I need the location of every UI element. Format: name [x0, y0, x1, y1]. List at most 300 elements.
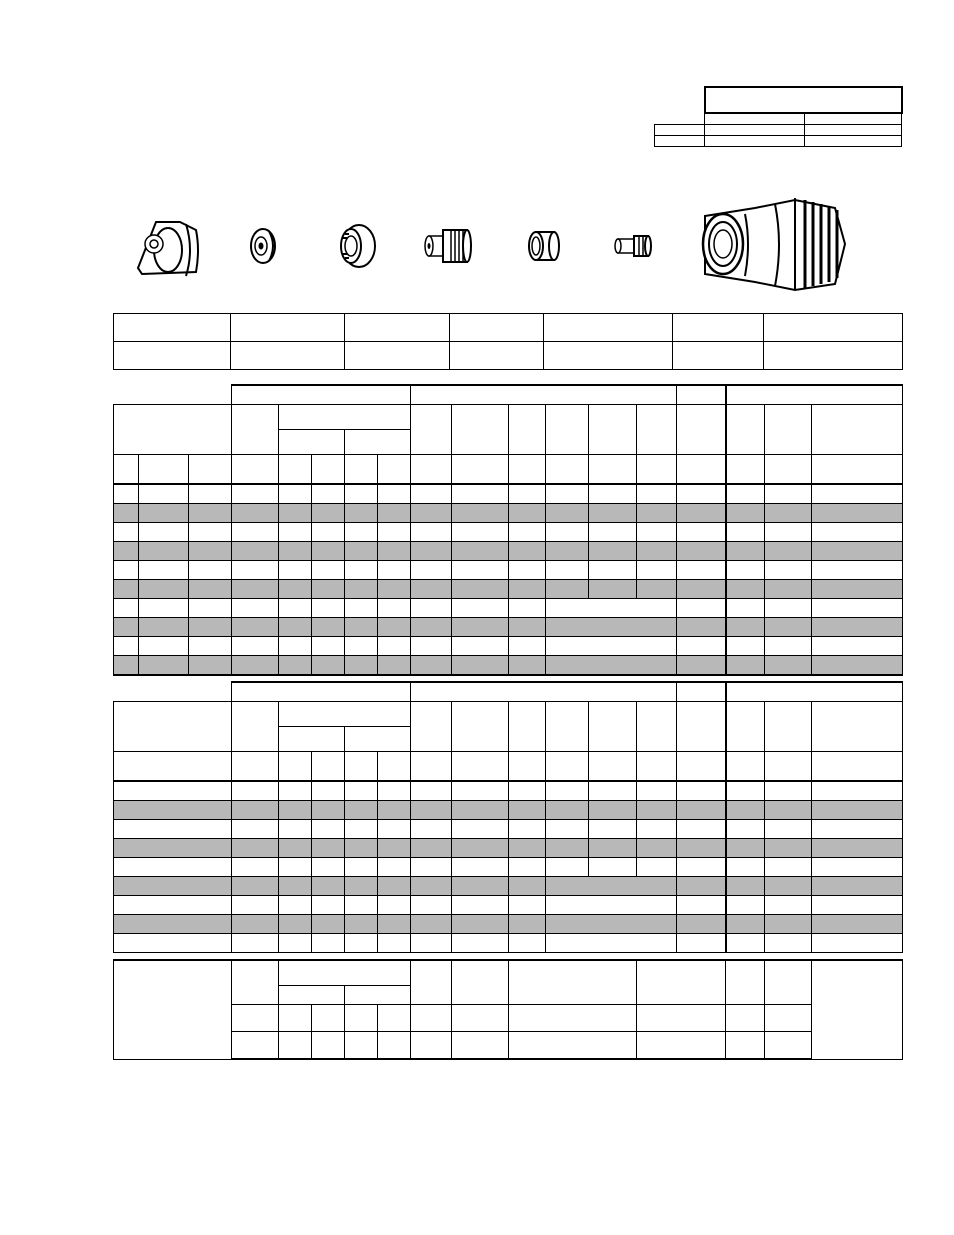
- table-cell: [378, 599, 411, 618]
- table-cell: [378, 561, 411, 580]
- table-cell: [114, 314, 231, 342]
- table-cell: [812, 896, 903, 915]
- table-cell: [765, 801, 812, 820]
- electrode-icon: [615, 236, 651, 256]
- table-cell: [139, 504, 189, 523]
- table-cell: [452, 801, 509, 820]
- table-cell: [312, 1032, 345, 1060]
- table-cell: [189, 580, 232, 599]
- table-cell: [589, 820, 637, 839]
- table-cell: [509, 839, 546, 858]
- table-cell: [279, 618, 312, 637]
- table-cell: [232, 781, 279, 801]
- table-cell: [232, 1005, 279, 1032]
- table-cell: [677, 915, 726, 934]
- table-cell: [411, 839, 452, 858]
- table-cell: [411, 385, 677, 405]
- table-cell: [452, 858, 509, 877]
- table-cell: [544, 314, 673, 342]
- table-cell: [452, 405, 509, 455]
- table-cell: [232, 405, 279, 455]
- table-cell: [411, 702, 452, 752]
- table-cell: [231, 314, 345, 342]
- table-cell: [765, 405, 812, 455]
- table-cell: [677, 896, 726, 915]
- table-cell: [114, 858, 232, 877]
- table-cell: [345, 877, 378, 896]
- table-cell: [232, 599, 279, 618]
- table-cell: [345, 504, 378, 523]
- table-cell: [726, 599, 765, 618]
- table-cell: [189, 455, 232, 485]
- table-cell: [677, 599, 726, 618]
- table-cell: [378, 839, 411, 858]
- table-cell: [677, 858, 726, 877]
- table-cell: [637, 405, 677, 455]
- torch-body-icon: [703, 198, 845, 290]
- table-cell: [345, 858, 378, 877]
- table-cell: [378, 580, 411, 599]
- table-cell: [139, 523, 189, 542]
- table-cell: [312, 839, 345, 858]
- table-cell: [345, 752, 378, 782]
- table-cell: [589, 484, 637, 504]
- table-cell: [765, 820, 812, 839]
- table-cell: [450, 342, 544, 370]
- table-cell: [114, 752, 232, 782]
- table-cell: [637, 1005, 726, 1032]
- table-cell: [114, 637, 139, 656]
- table-cell: [189, 542, 232, 561]
- table-cell: [637, 561, 677, 580]
- table-cell: [812, 599, 903, 618]
- table-cell: [114, 915, 232, 934]
- swirl-ring-icon: [529, 232, 559, 260]
- table-cell: [231, 342, 345, 370]
- table-cell: [139, 599, 189, 618]
- table-cell: [812, 752, 903, 782]
- table-cell: [378, 523, 411, 542]
- table-cell: [637, 781, 677, 801]
- table-cell: [726, 915, 765, 934]
- table-cell: [312, 484, 345, 504]
- table-cell: [279, 702, 411, 727]
- table-cell: [232, 858, 279, 877]
- table-cell: [189, 484, 232, 504]
- table-cell: [765, 455, 812, 485]
- table-cell: [279, 934, 312, 953]
- pierce-table: [113, 959, 903, 1060]
- table-cell: [546, 801, 589, 820]
- table-cell: [509, 801, 546, 820]
- table-cell: [589, 504, 637, 523]
- table-cell: [312, 801, 345, 820]
- table-cell: [726, 896, 765, 915]
- table-cell: [812, 781, 903, 801]
- table-cell: [637, 820, 677, 839]
- table-cell: [312, 504, 345, 523]
- table-cell: [312, 455, 345, 485]
- table-cell: [452, 934, 509, 953]
- table-cell: [726, 1005, 765, 1032]
- table-cell: [411, 960, 452, 1005]
- table-cell: [509, 561, 546, 580]
- table-cell: [114, 781, 232, 801]
- table-cell: [139, 455, 189, 485]
- table-cell: [378, 618, 411, 637]
- table-cell: [345, 342, 450, 370]
- table-cell: [452, 820, 509, 839]
- table-cell: [812, 656, 903, 676]
- table-cell: [378, 877, 411, 896]
- table-cell: [726, 656, 765, 676]
- table-cell: [279, 752, 312, 782]
- table-cell: [637, 702, 677, 752]
- table-cell: [655, 113, 705, 125]
- table-cell: [345, 1005, 378, 1032]
- table-cell: [546, 702, 589, 752]
- table-cell: [726, 820, 765, 839]
- table-cell: [509, 934, 546, 953]
- table-cell: [378, 637, 411, 656]
- table-cell: [232, 523, 279, 542]
- table-cell: [812, 504, 903, 523]
- table-cell: [509, 915, 546, 934]
- table-cell: [765, 839, 812, 858]
- table-cell: [637, 960, 726, 1005]
- table-cell: [189, 523, 232, 542]
- table-cell: [345, 896, 378, 915]
- table-cell: [726, 561, 765, 580]
- table-cell: [812, 915, 903, 934]
- table-cell: [232, 896, 279, 915]
- table-cell: [677, 702, 726, 752]
- table-cell: [114, 801, 232, 820]
- table-cell: [452, 702, 509, 752]
- table-cell: [114, 561, 139, 580]
- table-cell: [378, 542, 411, 561]
- table-cell: [812, 484, 903, 504]
- table-cell: [812, 637, 903, 656]
- table-cell: [114, 960, 232, 1059]
- table-cell: [637, 523, 677, 542]
- table-cell: [509, 1005, 637, 1032]
- table-cell: [812, 801, 903, 820]
- table-cell: [726, 801, 765, 820]
- table-cell: [312, 523, 345, 542]
- table-cell: [726, 484, 765, 504]
- table-cell: [677, 504, 726, 523]
- table-cell: [589, 561, 637, 580]
- table-cell: [279, 523, 312, 542]
- table-cell: [345, 542, 378, 561]
- table-cell: [411, 896, 452, 915]
- table-cell: [805, 113, 902, 125]
- table-cell: [765, 561, 812, 580]
- table-cell: [279, 561, 312, 580]
- table-cell: [765, 934, 812, 953]
- table-cell: [452, 960, 509, 1005]
- table-cell: [232, 504, 279, 523]
- table-cell: [279, 599, 312, 618]
- table-cell: [279, 986, 345, 1005]
- table-cell: [279, 877, 312, 896]
- table-cell: [411, 484, 452, 504]
- shield-cap-icon: [138, 222, 198, 276]
- table-cell: [509, 656, 546, 676]
- table-cell: [637, 858, 677, 877]
- table-cell: [345, 561, 378, 580]
- table-cell: [812, 542, 903, 561]
- table-cell: [312, 599, 345, 618]
- table-cell: [726, 858, 765, 877]
- table-cell: [546, 405, 589, 455]
- table-cell: [452, 781, 509, 801]
- table-cell: [452, 896, 509, 915]
- table-cell: [189, 561, 232, 580]
- table-cell: [509, 896, 546, 915]
- table-cell: [765, 523, 812, 542]
- table-cell: [677, 656, 726, 676]
- table-cell: [677, 752, 726, 782]
- table-cell: [114, 455, 139, 485]
- table-cell: [764, 342, 903, 370]
- table-cell: [765, 702, 812, 752]
- table-cell: [378, 1032, 411, 1060]
- table-cell: [189, 599, 232, 618]
- table-cell: [411, 801, 452, 820]
- table-cell: [509, 580, 546, 599]
- table-cell: [114, 385, 232, 405]
- table-cell: [812, 839, 903, 858]
- table-cell: [655, 125, 705, 136]
- table-cell: [232, 618, 279, 637]
- table-cell: [764, 314, 903, 342]
- table-cell: [114, 702, 232, 752]
- table-cell: [546, 618, 677, 637]
- table-cell: [114, 342, 231, 370]
- table-cell: [452, 877, 509, 896]
- table-cell: [378, 820, 411, 839]
- table-cell: [452, 656, 509, 676]
- table-cell: [812, 960, 903, 1059]
- table-cell: [411, 504, 452, 523]
- table-cell: [637, 839, 677, 858]
- table-cell: [232, 702, 279, 752]
- table-cell: [378, 858, 411, 877]
- table-cell: [677, 580, 726, 599]
- table-cell: [637, 484, 677, 504]
- table-cell: [279, 637, 312, 656]
- table-cell: [812, 561, 903, 580]
- table-cell: [637, 542, 677, 561]
- table-cell: [546, 915, 677, 934]
- table-cell: [726, 580, 765, 599]
- table-cell: [589, 801, 637, 820]
- table-cell: [726, 877, 765, 896]
- table-cell: [765, 599, 812, 618]
- table-cell: [765, 752, 812, 782]
- table-cell: [279, 656, 312, 676]
- table-cell: [546, 599, 677, 618]
- table-cell: [411, 858, 452, 877]
- table-cell: [726, 455, 765, 485]
- table-cell: [312, 752, 345, 782]
- table-cell: [677, 637, 726, 656]
- table-cell: [705, 125, 805, 136]
- table-cell: [345, 580, 378, 599]
- table-cell: [452, 504, 509, 523]
- table-cell: [673, 342, 764, 370]
- table-cell: [765, 484, 812, 504]
- table-cell: [452, 915, 509, 934]
- table-cell: [726, 385, 903, 405]
- table-cell: [509, 702, 546, 752]
- table-cell: [726, 752, 765, 782]
- table-cell: [546, 656, 677, 676]
- table-cell: [345, 455, 378, 485]
- table-cell: [546, 542, 589, 561]
- table-cell: [726, 504, 765, 523]
- table-cell: [411, 820, 452, 839]
- table-cell: [509, 1032, 637, 1060]
- table-cell: [345, 934, 378, 953]
- table-cell: [232, 455, 279, 485]
- table-cell: [345, 801, 378, 820]
- table-cell: [232, 839, 279, 858]
- table-cell: [452, 599, 509, 618]
- table-cell: [452, 542, 509, 561]
- table-cell: [279, 915, 312, 934]
- table-cell: [312, 858, 345, 877]
- table-cell: [411, 752, 452, 782]
- table-cell: [232, 960, 279, 1005]
- table-cell: [452, 580, 509, 599]
- table-cell: [312, 580, 345, 599]
- table-cell: [279, 484, 312, 504]
- table-cell: [546, 820, 589, 839]
- table-cell: [279, 727, 345, 752]
- table-cell: [312, 656, 345, 676]
- table-cell: [546, 455, 589, 485]
- table-cell: [452, 752, 509, 782]
- table-cell: [637, 801, 677, 820]
- table-cell: [345, 484, 378, 504]
- table-cell: [114, 580, 139, 599]
- table-cell: [509, 960, 637, 1005]
- table-cell: [726, 523, 765, 542]
- table-cell: [114, 934, 232, 953]
- table-cell: [378, 484, 411, 504]
- table-cell: [411, 915, 452, 934]
- cut-chart-metric: [113, 384, 903, 676]
- table-cell: [637, 752, 677, 782]
- table-cell: [765, 618, 812, 637]
- table-cell: [378, 455, 411, 485]
- table-cell: [114, 839, 232, 858]
- consumable-parts-illustration: [0, 190, 954, 300]
- table-cell: [765, 960, 812, 1005]
- table-cell: [655, 136, 705, 147]
- table-cell: [312, 915, 345, 934]
- table-cell: [411, 618, 452, 637]
- table-cell: [765, 915, 812, 934]
- table-cell: [114, 405, 232, 455]
- table-cell: [312, 877, 345, 896]
- table-cell: [378, 781, 411, 801]
- table-cell: [378, 934, 411, 953]
- table-cell: [655, 87, 705, 113]
- table-cell: [279, 839, 312, 858]
- table-cell: [114, 618, 139, 637]
- retaining-cap-icon: [341, 225, 375, 267]
- table-cell: [279, 430, 345, 455]
- table-cell: [189, 656, 232, 676]
- table-cell: [411, 1032, 452, 1060]
- table-cell: [546, 580, 589, 599]
- table-cell: [411, 877, 452, 896]
- table-cell: [114, 542, 139, 561]
- table-cell: [509, 820, 546, 839]
- table-cell: [677, 405, 726, 455]
- table-cell: [677, 561, 726, 580]
- table-cell: [546, 561, 589, 580]
- table-cell: [232, 820, 279, 839]
- table-cell: [589, 405, 637, 455]
- table-cell: [189, 618, 232, 637]
- table-cell: [232, 484, 279, 504]
- table-cell: [726, 405, 765, 455]
- table-cell: [677, 682, 726, 702]
- table-cell: [765, 656, 812, 676]
- table-cell: [677, 542, 726, 561]
- table-cell: [312, 934, 345, 953]
- table-cell: [546, 781, 589, 801]
- table-cell: [589, 702, 637, 752]
- table-cell: [411, 405, 452, 455]
- table-cell: [411, 455, 452, 485]
- table-cell: [726, 637, 765, 656]
- table-cell: [546, 752, 589, 782]
- table-cell: [589, 858, 637, 877]
- table-cell: [378, 1005, 411, 1032]
- table-cell: [232, 637, 279, 656]
- table-cell: [765, 504, 812, 523]
- table-cell: [452, 1005, 509, 1032]
- table-cell: [345, 820, 378, 839]
- table-cell: [546, 839, 589, 858]
- table-cell: [345, 1032, 378, 1060]
- table-cell: [726, 934, 765, 953]
- table-cell: [452, 455, 509, 485]
- table-cell: [279, 455, 312, 485]
- title-block: [654, 86, 903, 147]
- table-cell: [232, 1032, 279, 1060]
- table-cell: [378, 915, 411, 934]
- table-cell: [232, 656, 279, 676]
- table-cell: [345, 314, 450, 342]
- table-cell: [114, 820, 232, 839]
- table-cell: [114, 523, 139, 542]
- table-cell: [279, 781, 312, 801]
- part-number-table: [113, 313, 903, 370]
- table-cell: [114, 484, 139, 504]
- table-cell: [509, 504, 546, 523]
- table-cell: [279, 801, 312, 820]
- table-cell: [812, 702, 903, 752]
- table-cell: [114, 896, 232, 915]
- table-cell: [546, 877, 677, 896]
